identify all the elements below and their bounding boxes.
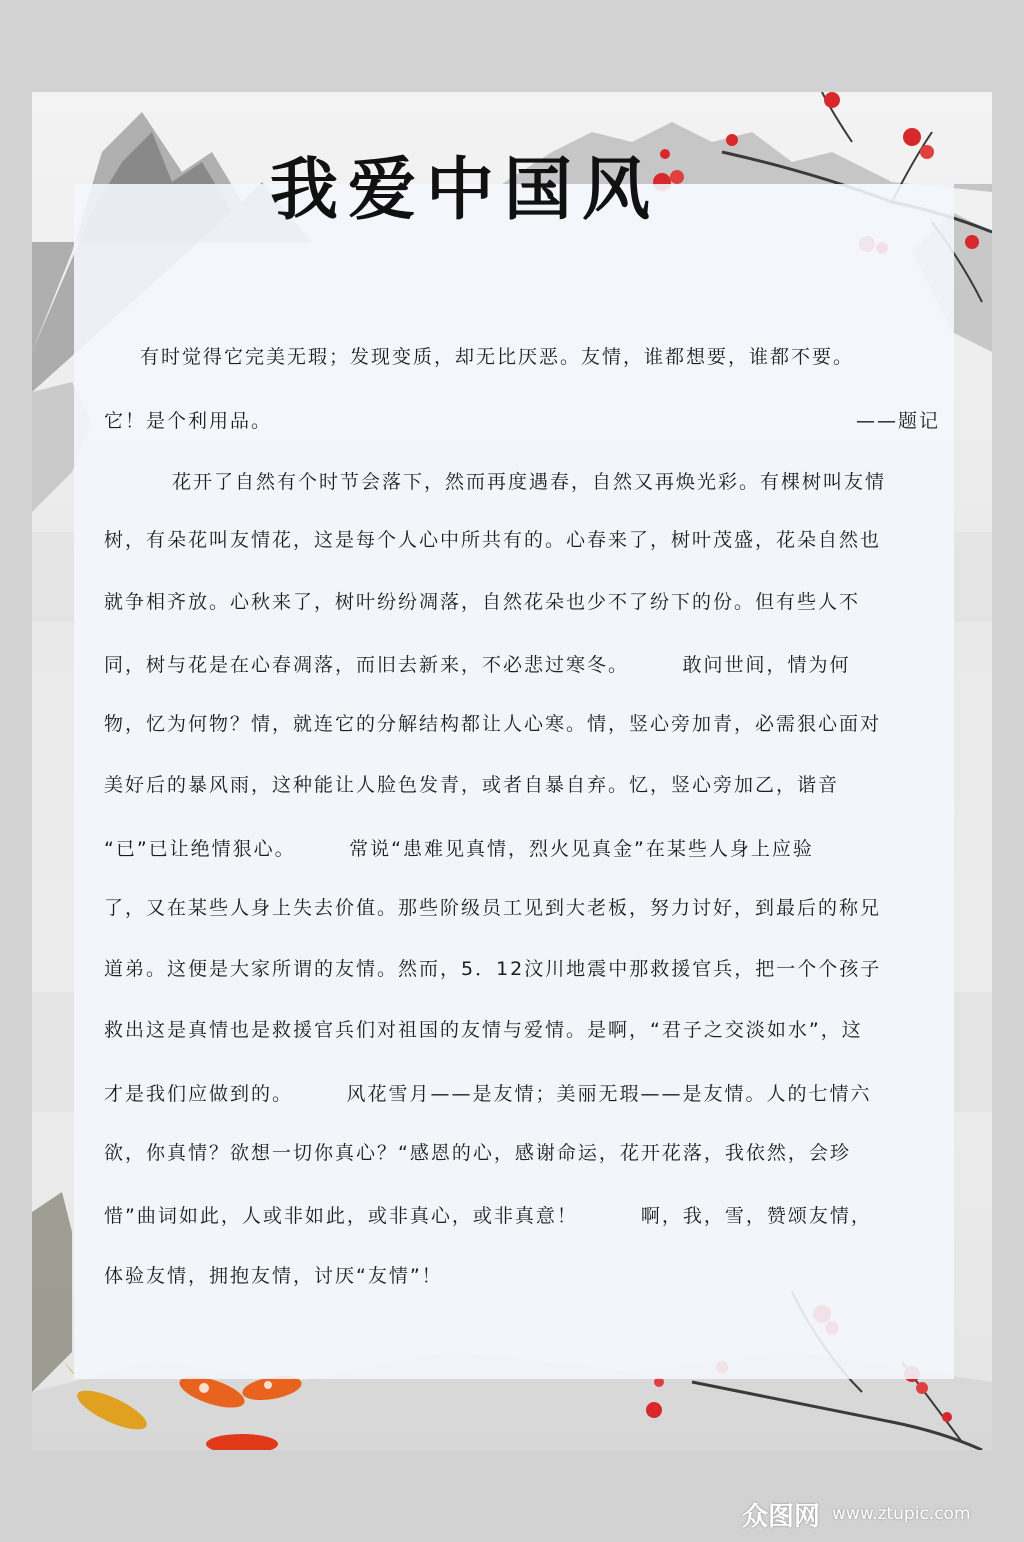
- body-line: 才是我们应做到的。 风花雪月——是友情；美丽无瑕——是友情。人的七情六: [104, 1083, 872, 1105]
- body-line: 物，忆为何物？情，就连它的分解结构都让人心寒。情，竖心旁加青，必需狠心面对: [104, 713, 882, 735]
- inscription: ——题记: [855, 410, 940, 432]
- body-line: 美好后的暴风雨，这种能让人脸色发青，或者自暴自弃。忆，竖心旁加乙，谐音: [104, 774, 840, 796]
- body-line: 欲，你真情？欲想一切你真心？“感恩的心，感谢命运，花开花落，我依然，会珍: [104, 1142, 851, 1164]
- body-line: 同，树与花是在心春凋落，而旧去新来，不必悲过寒冬。 敢问世间，情为何: [104, 654, 851, 676]
- intro-line-1: 有时觉得它完美无瑕；发现变质，却无比厌恶。友情，谁都想要，谁都不要。: [140, 346, 855, 368]
- ink-cliff-icon: [32, 1192, 72, 1392]
- body-line: 花开了自然有个时节会落下，然而再度遇春，自然又再焕光彩。有棵树叫友情: [172, 471, 887, 493]
- body-line: 道弟。这便是大家所谓的友情。然而，5．12汶川地震中那救援官兵，把一个个孩子: [104, 958, 882, 980]
- body-line: 树，有朵花叫友情花，这是每个人心中所共有的。心春来了，树叶茂盛，花朵自然也: [104, 529, 882, 551]
- body-line: 体验友情，拥抱友情，讨厌“友情”！: [104, 1265, 443, 1287]
- poster-title: 我爱中国风: [269, 151, 660, 230]
- watermark-logo: 众图网: [742, 1501, 821, 1532]
- body-line: 就争相齐放。心秋来了，树叶纷纷凋落，自然花朵也少不了纷下的份。但有些人不: [104, 591, 861, 613]
- body-line: 救出这是真情也是救援官兵们对祖国的友情与爱情。是啊，“君子之交淡如水”，这: [104, 1019, 863, 1041]
- watermark: [742, 1496, 971, 1532]
- watermark-url: www.ztupic.com: [832, 1504, 971, 1524]
- body-line: 了，又在某些人身上失去价值。那些阶级员工见到大老板，努力讨好，到最后的称兄: [104, 897, 882, 919]
- body-line: 惜”曲词如此，人或非如此，或非真心，或非真意！ 啊，我，雪，赞颂友情，: [104, 1205, 872, 1227]
- intro-line-2-text: 它！是个利用品。: [104, 410, 273, 432]
- body-line: “已”已让绝情狠心。 常说“患难见真情，烈火见真金”在某些人身上应验: [104, 838, 814, 860]
- intro-line-2: [104, 404, 940, 438]
